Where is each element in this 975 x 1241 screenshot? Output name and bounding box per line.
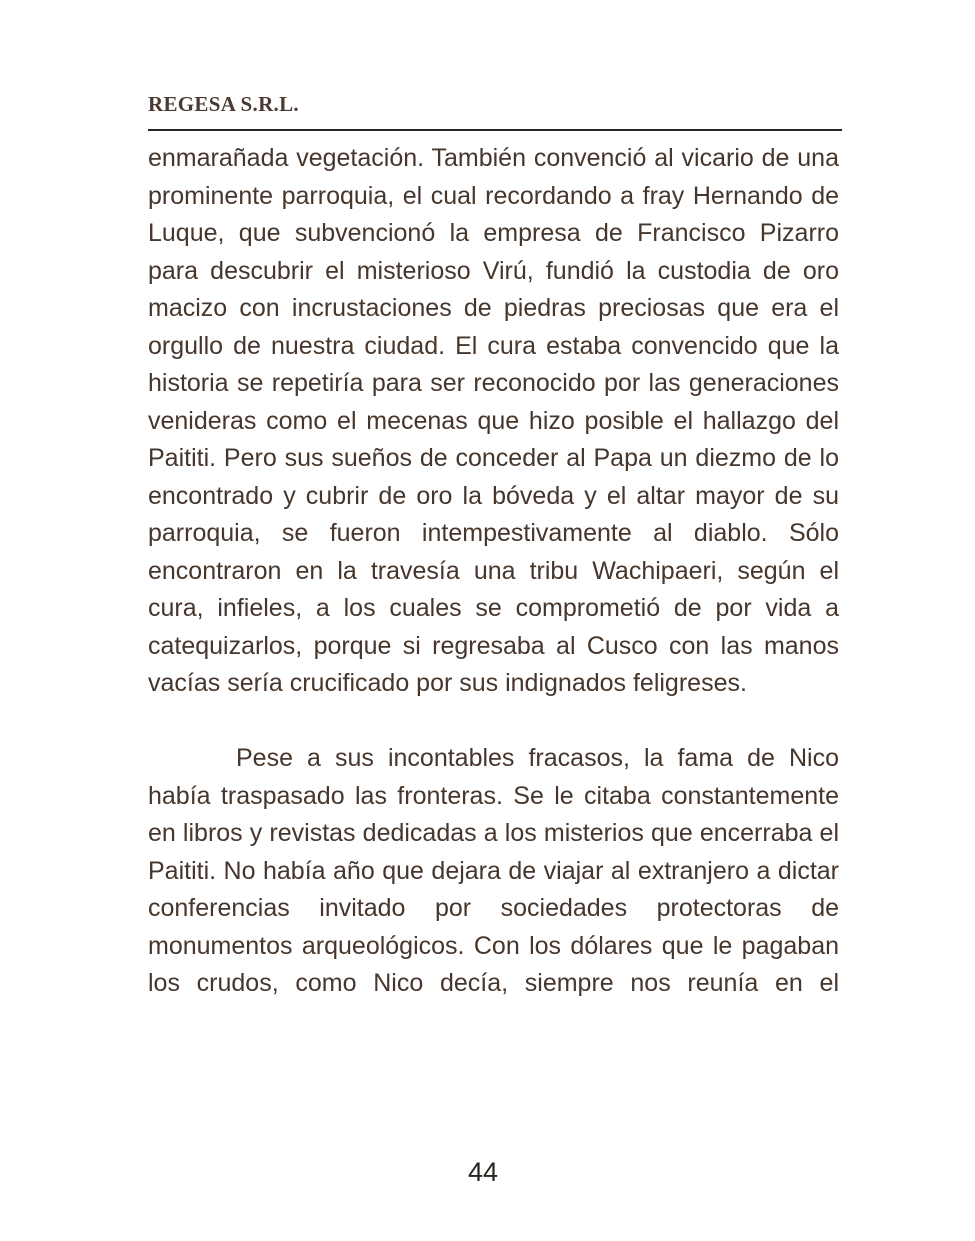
body-text [148, 140, 839, 1003]
page-number: 44 [467, 1157, 499, 1187]
running-header: REGESA S.R.L. [148, 92, 299, 116]
paragraph: enmarañada vegetación. También convenció al vicario de una prominente parroquia, el cual recordando a fray Hernando de Luque, que subvencionó la empresa de Francisco Pizarro para descubrir el misterioso Virú, fundió la custodia de oro macizo con incrustaciones de piedras preciosas que era el orgullo de nuestra ciudad. El cura estaba convencido que la historia se repetiría para ser reconocido por las generaciones venideras como el mecenas que hizo posible el hallazgo del Paititi. Pero sus sueños de conceder al Papa un diezmo de lo encontrado y cubrir de oro la bóveda y el altar mayor de su parroquia, se fueron intempestivamente al diablo. Sólo encontraron en la travesía una tribu Wachipaeri, según el cura, infieles, a los cuales se comprometió de por vida a catequizarlos, porque si regresaba al Cusco con las manos vacías sería crucificado por sus indignados feligreses. [148, 144, 839, 697]
header-rule [148, 129, 842, 131]
paragraph: Pese a sus incontables fracasos, la fama de Nico había traspasado las fronteras. Se le citaba constantemente en libros y revistas dedicadas a los misterios que encerraba el Paititi. No había año que dejara de viajar al extranjero a dictar conferencias invitado por sociedades protectoras de monumentos arqueológicos. Con los dólares que le pagaban los crudos, como Nico decía, siempre nos reunía en el [148, 744, 839, 997]
